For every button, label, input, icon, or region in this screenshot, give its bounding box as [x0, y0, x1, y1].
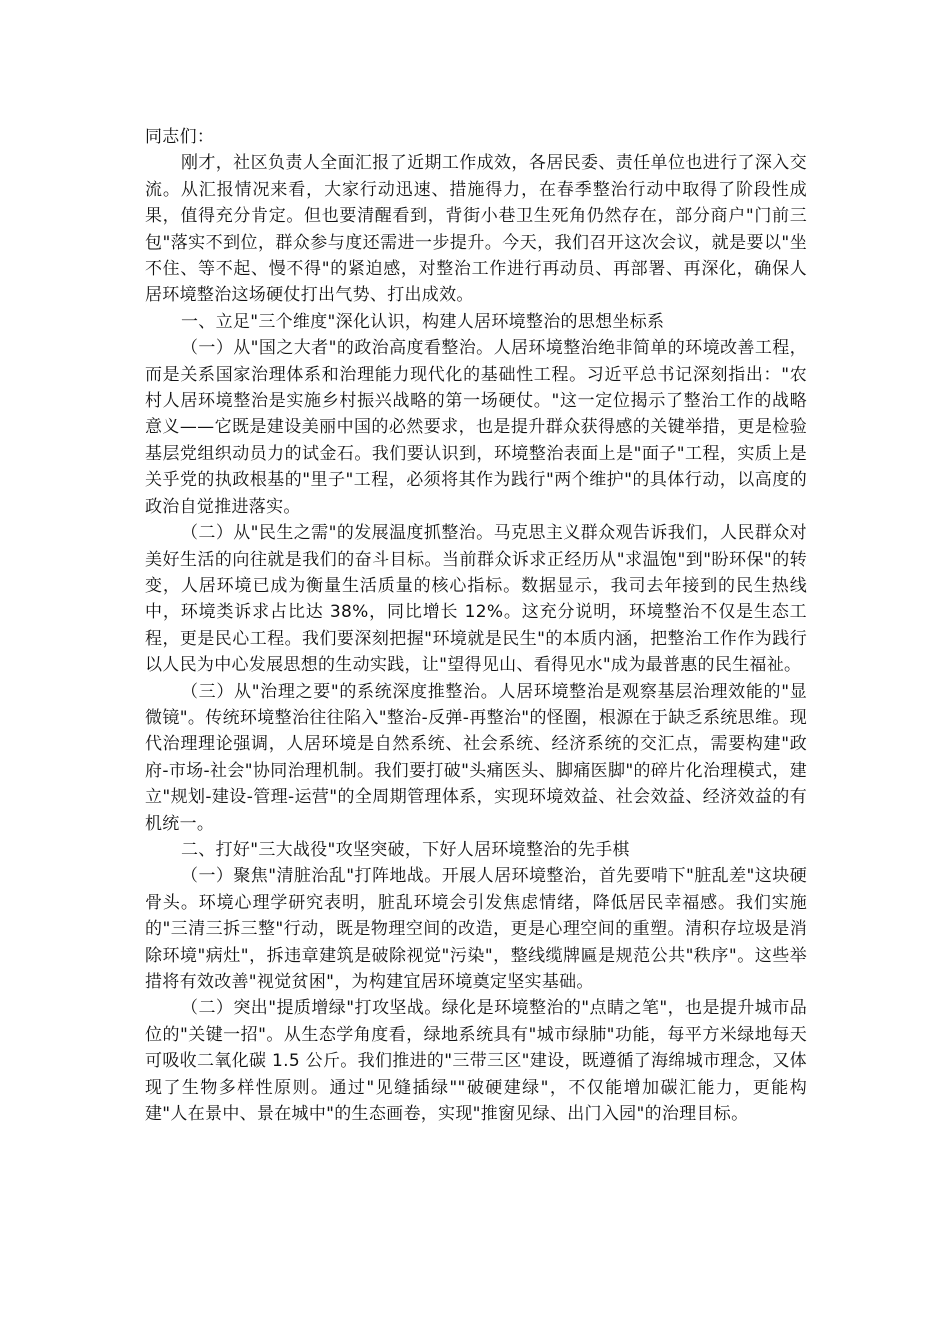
section-heading-1: 一、立足"三个维度"深化认识，构建人居环境整治的思想坐标系 — [181, 311, 665, 332]
paragraph-1-2: （二）从"民生之需"的发展温度抓整治。马克思主义群众观告诉我们，人民群众对美好生活的向往就是我们的奋斗目标。当前群众诉求正经历从"求温饱"到"盼环保"的转变，人居环境已成为衡量生活质量的核心指标。数据显示，我司去年接到的民生热线中，环境类诉求占比达 38%，同比增长 12%。这充分说明，环境整治不仅是生态工程，更是民心工程。我们要深刻把握"环境就是民生"的本质内涵，把整治工作作为践行以人民为中心发展思想的生动实践，让"望得见山、看得见水"成为最普惠的民生福祉。 — [145, 523, 807, 676]
paragraph-1-3: （三）从"治理之要"的系统深度推整治。人居环境整治是观察基层治理效能的"显微镜"。传统环境整治往往陷入"整治-反弹-再整治"的怪圈，根源在于缺乏系统思维。现代治理理论强调，人居环境是自然系统、社会系统、经济系统的交汇点，需要构建"政府-市场-社会"协同治理机制。我们要打破"头痛医头、脚痛医脚"的碎片化治理模式，建立"规划-建设-管理-运营"的全周期管理体系，实现环境效益、社会效益、经济效益的有机统一。 — [145, 681, 807, 834]
paragraph-2-2: （二）突出"提质增绿"打攻坚战。绿化是环境整治的"点睛之笔"，也是提升城市品位的"关键一招"。从生态学角度看，绿地系统具有"城市绿肺"功能，每平方米绿地每天可吸收二氧化碳 1.5 公斤。我们推进的"三带三区"建设，既遵循了海绵城市理念，又体现了生物多样性原则。通过"见缝插绿""破硬建绿"，不仅能增加碳汇能力，更能构建"人在景中、景在城中"的生态画卷，实现"推窗见绿、出门入园"的治理目标。 — [145, 998, 807, 1125]
document-body — [145, 124, 807, 1127]
intro-paragraph: 刚才，社区负责人全面汇报了近期工作成效，各居民委、责任单位也进行了深入交流。从汇报情况来看，大家行动迅速、措施得力，在春季整治行动中取得了阶段性成果，值得充分肯定。但也要清醒看到，背街小巷卫生死角仍然存在，部分商户"门前三包"落实不到位，群众参与度还需进一步提升。今天，我们召开这次会议，就是要以"坐不住、等不起、慢不得"的紧迫感，对整治工作进行再动员、再部署、再深化，确保人居环境整治这场硬仗打出气势、打出成效。 — [145, 153, 807, 306]
greeting: 同志们： — [145, 127, 215, 147]
section-heading-2: 二、打好"三大战役"攻坚突破，下好人居环境整治的先手棋 — [181, 839, 630, 860]
paragraph-1-1: （一）从"国之大者"的政治高度看整治。人居环境整治绝非简单的环境改善工程，而是关系国家治理体系和治理能力现代化的基础性工程。习近平总书记深刻指出："农村人居环境整治是实施乡村振兴战略的第一场硬仗。"这一定位揭示了整治工作的战略意义——它既是建设美丽中国的必然要求，也是提升群众获得感的关键举措，更是检验基层党组织动员力的试金石。我们要认识到，环境整治表面上是"面子"工程，实质上是关乎党的执政根基的"里子"工程，必须将其作为践行"两个维护"的具体行动，以高度的政治自觉推进落实。 — [145, 338, 807, 517]
paragraph-2-1: （一）聚焦"清脏治乱"打阵地战。开展人居环境整治，首先要啃下"脏乱差"这块硬骨头。环境心理学研究表明，脏乱环境会引发焦虑情绪，降低居民幸福感。我们实施的"三清三拆三整"行动，既是物理空间的改造，更是心理空间的重塑。清积存垃圾是消除环境"病灶"，拆违章建筑是破除视觉"污染"，整线缆牌匾是规范公共"秩序"。这些举措将有效改善"视觉贫困"，为构建宜居环境奠定坚实基础。 — [145, 866, 807, 992]
